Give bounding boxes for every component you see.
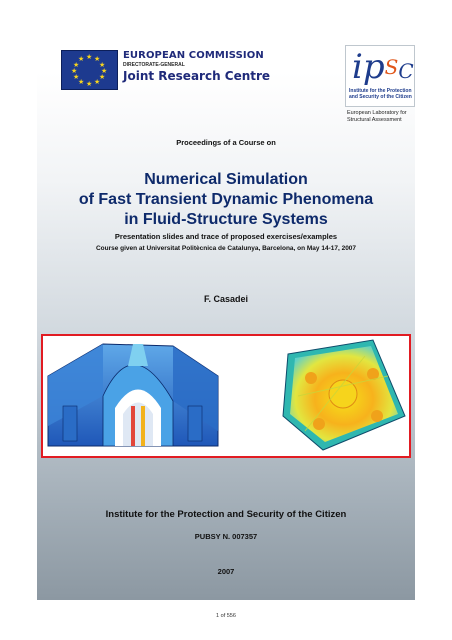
structure-model — [48, 344, 218, 446]
document-subtitle: Presentation slides and trace of proposed exercises/examples — [114, 232, 338, 241]
title-line-2: of Fast Transient Dynamic Phenomena — [78, 191, 374, 208]
page-footer — [0, 600, 452, 640]
ipsc-institute-name: Institute for the Protection and Security of the Citizen — [349, 88, 412, 100]
proceedings-label: Proceedings of a Course on — [176, 138, 276, 147]
ec-title: EUROPEAN COMMISSION — [123, 50, 264, 61]
simulation-image — [43, 336, 409, 456]
ipsc-laboratory: European Laboratory for Structural Assessment — [347, 110, 407, 123]
institute-name: Institute for the Protection and Security of the Citizen — [105, 509, 347, 520]
ec-directorate: DIRECTORATE-GENERAL — [123, 62, 185, 68]
publication-year: 2007 — [217, 567, 235, 576]
jrc-name: Joint Research Centre — [123, 69, 271, 83]
simulation-figure — [41, 334, 411, 458]
page-number: 1 of 556 — [216, 613, 236, 619]
document-title — [37, 170, 415, 230]
ipsc-logo-box — [345, 45, 415, 107]
contour-plot — [283, 340, 405, 450]
course-info: Course given at Universitat Politècnica de Catalunya, Barcelona, on May 14-17, 2007 — [95, 245, 357, 252]
ipsc-logo — [345, 45, 425, 140]
report-number: PUBSY N. 007357 — [194, 532, 258, 541]
title-line-3: in Fluid-Structure Systems — [124, 211, 328, 228]
eu-flag-icon: ★ ★ ★ ★ ★ ★ ★ ★ ★ ★ ★ ★ — [61, 50, 118, 90]
title-line-1: Numerical Simulation — [144, 171, 308, 188]
ipsc-wordmark: $ip^SC$ — [352, 47, 414, 87]
ec-logo — [61, 50, 271, 90]
author-name: F. Casadei — [203, 294, 249, 304]
